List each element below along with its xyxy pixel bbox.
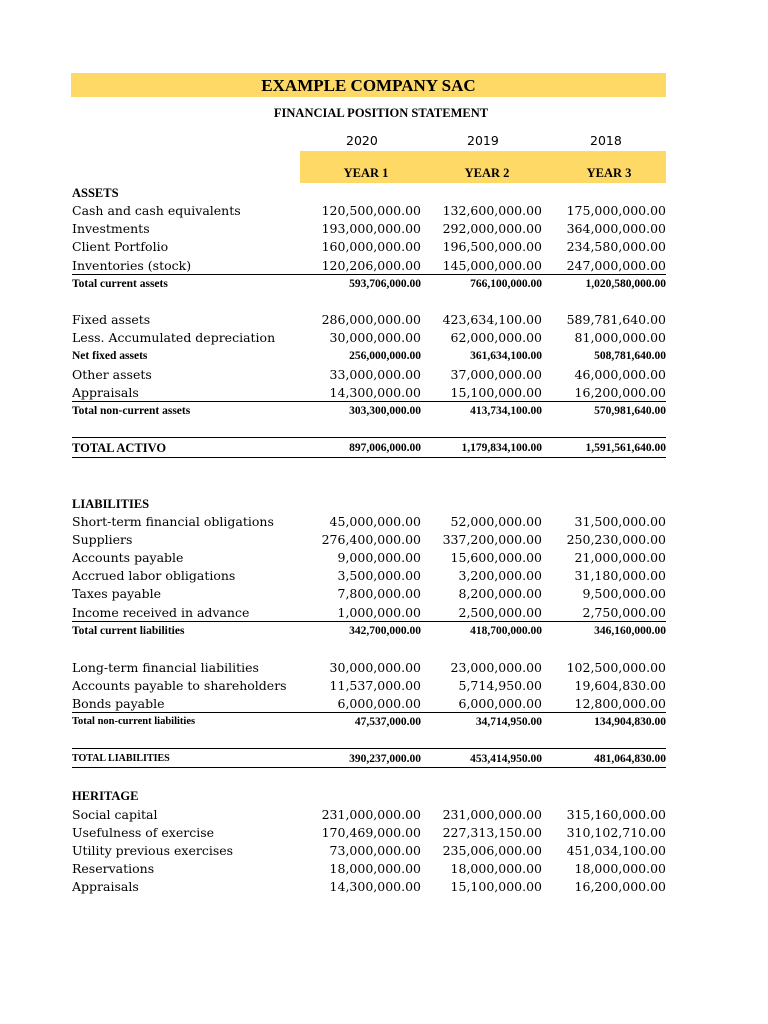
value-year-2: 766,100,000.00 [470,278,542,290]
table-row [72,329,666,347]
table-row [72,531,666,549]
row-label: Total non-current liabilities [72,716,196,727]
row-label: Short-term financial obligations [72,514,274,529]
value-year-2: 34,714,950.00 [475,716,542,728]
row-label: Total current assets [72,278,168,290]
value-year-1: 231,000,000.00 [321,807,421,822]
value-year-2: 227,313,150.00 [442,825,542,840]
table-row [72,585,666,603]
table-row [72,695,666,713]
row-label: Accounts payable [72,550,184,565]
value-year-3: 2,750,000.00 [582,605,666,620]
value-year-1: 160,000,000.00 [321,239,421,254]
row-label: Suppliers [72,532,133,547]
row-label: Usefulness of exercise [72,825,215,840]
divider [72,767,666,768]
row-label: Utility previous exercises [72,843,234,858]
table-row [72,549,666,567]
value-year-2: 196,500,000.00 [442,239,542,254]
table-row [72,311,666,329]
divider [72,437,666,438]
value-year-1: 33,000,000.00 [329,367,421,382]
value-year-2: 413,734,100.00 [470,405,542,417]
value-year-3: 346,160,000.00 [594,625,666,637]
value-year-1: 1,000,000.00 [337,605,421,620]
assets-heading: ASSETS [72,186,119,200]
year-2020: 2020 [346,133,378,148]
value-year-2: 132,600,000.00 [442,203,542,218]
table-row [72,202,666,220]
value-year-3: 81,000,000.00 [574,330,666,345]
divider [72,748,666,749]
row-label: Inventories (stock) [72,258,192,273]
value-year-3: 1,591,561,640.00 [585,442,666,454]
value-year-1: 276,400,000.00 [321,532,421,547]
row-label: TOTAL LIABILITIES [72,753,170,764]
value-year-3: 175,000,000.00 [566,203,666,218]
assets-heading-row [72,184,666,202]
row-label: Investments [72,221,150,236]
value-year-3: 481,064,830.00 [594,753,666,765]
value-year-2: 418,700,000.00 [470,625,542,637]
value-year-2: 37,000,000.00 [450,367,542,382]
row-label: Reservations [72,861,155,876]
row-label: Long-term financial liabilities [72,660,259,675]
row-label: Total non-current assets [72,405,191,417]
table-row [72,878,666,896]
table-row [72,257,666,275]
table-row [72,513,666,531]
value-year-3: 250,230,000.00 [566,532,666,547]
table-row [72,677,666,695]
value-year-1: 256,000,000.00 [349,350,421,362]
value-year-1: 390,237,000.00 [349,753,421,765]
heritage-heading: HERITAGE [72,789,139,803]
row-label: Appraisals [72,385,139,400]
table-row [72,238,666,256]
value-year-2: 231,000,000.00 [442,807,542,822]
value-year-3: 315,160,000.00 [566,807,666,822]
value-year-2: 1,179,834,100.00 [461,442,542,454]
value-year-3: 570,981,640.00 [594,405,666,417]
value-year-1: 120,206,000.00 [321,258,421,273]
value-year-1: 18,000,000.00 [329,861,421,876]
value-year-1: 170,469,000.00 [321,825,421,840]
total-liabilities-row [72,750,666,768]
total-assets-row [72,439,666,457]
value-year-2: 52,000,000.00 [450,514,542,529]
value-year-3: 234,580,000.00 [566,239,666,254]
value-year-1: 9,000,000.00 [337,550,421,565]
value-year-2: 453,414,950.00 [470,753,542,765]
year-1-label: YEAR 1 [343,166,389,180]
row-label: Appraisals [72,879,139,894]
value-year-1: 593,706,000.00 [349,278,421,290]
value-year-3: 31,500,000.00 [574,514,666,529]
table-row [72,860,666,878]
row-label: Taxes payable [72,586,162,601]
total-current-assets-row [72,275,666,293]
value-year-3: 310,102,710.00 [566,825,666,840]
row-label: Accrued labor obligations [72,568,236,583]
value-year-3: 134,904,830.00 [594,716,666,728]
heritage-heading-row [72,787,666,805]
table-row [72,567,666,585]
total-non-current-liabilities-row [72,713,666,731]
value-year-3: 18,000,000.00 [574,861,666,876]
statement-title: FINANCIAL POSITION STATEMENT [273,106,489,120]
value-year-1: 897,006,000.00 [349,442,421,454]
total-non-current-assets-row [72,402,666,420]
value-year-1: 3,500,000.00 [337,568,421,583]
table-row [72,604,666,622]
value-year-2: 15,100,000.00 [450,879,542,894]
value-year-2: 2,500,000.00 [458,605,542,620]
value-year-3: 102,500,000.00 [566,660,666,675]
value-year-1: 6,000,000.00 [337,696,421,711]
value-year-3: 1,020,580,000.00 [585,278,666,290]
row-label: Accounts payable to shareholders [72,678,287,693]
table-row [72,806,666,824]
value-year-1: 286,000,000.00 [321,312,421,327]
value-year-1: 30,000,000.00 [329,330,421,345]
value-year-1: 303,300,000.00 [349,405,421,417]
row-label: Other assets [72,367,152,382]
value-year-2: 15,100,000.00 [450,385,542,400]
row-label: Bonds payable [72,696,165,711]
value-year-3: 21,000,000.00 [574,550,666,565]
table-row [72,384,666,402]
table-row [72,659,666,677]
row-label: Social capital [72,807,158,822]
value-year-3: 508,781,640.00 [594,350,666,362]
row-label: Cash and cash equivalents [72,203,241,218]
table-row [72,366,666,384]
table-row [72,824,666,842]
value-year-2: 145,000,000.00 [442,258,542,273]
value-year-2: 292,000,000.00 [442,221,542,236]
value-year-3: 31,180,000.00 [574,568,666,583]
value-year-2: 23,000,000.00 [450,660,542,675]
value-year-2: 361,634,100.00 [470,350,542,362]
divider [72,457,666,458]
value-year-3: 19,604,830.00 [574,678,666,693]
value-year-3: 364,000,000.00 [566,221,666,236]
value-year-3: 12,800,000.00 [574,696,666,711]
row-label: Client Portfolio [72,239,169,254]
liabilities-heading-row [72,495,666,513]
table-row [72,220,666,238]
company-title-banner: EXAMPLE COMPANY SAC [71,73,666,97]
year-2018: 2018 [590,133,622,148]
value-year-2: 423,634,100.00 [442,312,542,327]
value-year-3: 46,000,000.00 [574,367,666,382]
net-fixed-assets-row [72,347,666,365]
value-year-1: 30,000,000.00 [329,660,421,675]
value-year-1: 120,500,000.00 [321,203,421,218]
liabilities-heading: LIABILITIES [72,497,150,511]
value-year-1: 14,300,000.00 [329,879,421,894]
value-year-1: 11,537,000.00 [329,678,421,693]
value-year-1: 45,000,000.00 [329,514,421,529]
value-year-2: 15,600,000.00 [450,550,542,565]
value-year-2: 62,000,000.00 [450,330,542,345]
year-2-label: YEAR 2 [464,166,510,180]
row-label: Fixed assets [72,312,151,327]
value-year-2: 8,200,000.00 [458,586,542,601]
value-year-1: 7,800,000.00 [337,586,421,601]
year-2019: 2019 [467,133,499,148]
value-year-1: 193,000,000.00 [321,221,421,236]
value-year-1: 73,000,000.00 [329,843,421,858]
value-year-2: 235,006,000.00 [442,843,542,858]
value-year-2: 337,200,000.00 [442,532,542,547]
value-year-2: 5,714,950.00 [458,678,542,693]
year-3-label: YEAR 3 [586,166,632,180]
value-year-1: 14,300,000.00 [329,385,421,400]
value-year-3: 16,200,000.00 [574,879,666,894]
value-year-2: 18,000,000.00 [450,861,542,876]
row-label: Less. Accumulated depreciation [72,330,276,345]
value-year-3: 16,200,000.00 [574,385,666,400]
table-row [72,842,666,860]
row-label: Total current liabilities [72,625,185,637]
value-year-3: 9,500,000.00 [582,586,666,601]
row-label: Income received in advance [72,605,250,620]
value-year-1: 47,537,000.00 [354,716,421,728]
row-label: TOTAL ACTIVO [72,441,167,455]
value-year-1: 342,700,000.00 [349,625,421,637]
value-year-2: 3,200,000.00 [458,568,542,583]
value-year-3: 451,034,100.00 [566,843,666,858]
row-label: Net fixed assets [72,350,148,362]
value-year-3: 247,000,000.00 [566,258,666,273]
value-year-3: 589,781,640.00 [566,312,666,327]
total-current-liabilities-row [72,622,666,640]
value-year-2: 6,000,000.00 [458,696,542,711]
